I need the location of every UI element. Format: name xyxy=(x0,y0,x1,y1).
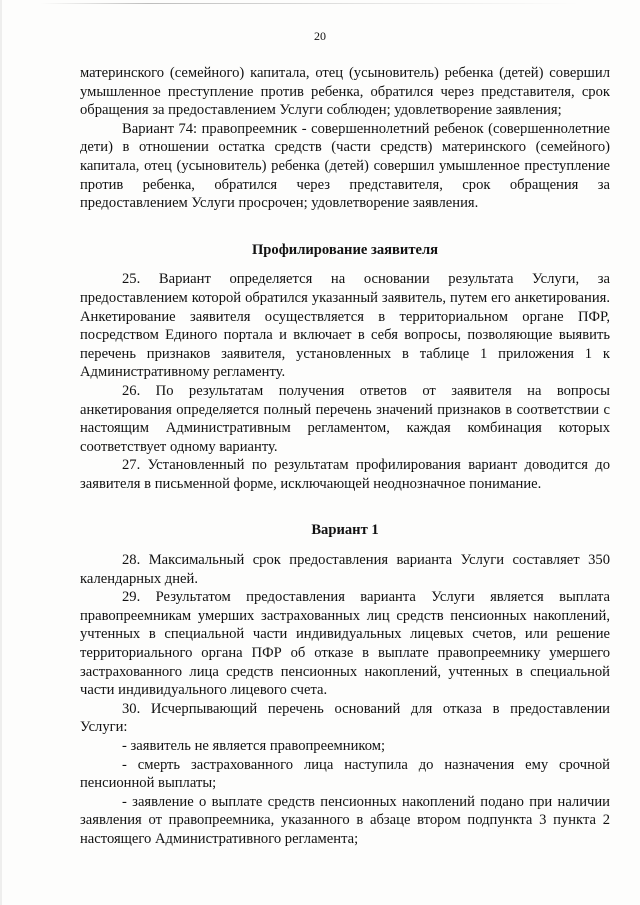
scan-edge-left xyxy=(0,0,2,905)
section-heading-profiling: Профилирование заявителя xyxy=(251,241,439,258)
paragraph-30: 30. Исчерпывающий перечень оснований для отказа в предоставлении Услуги: xyxy=(80,700,610,736)
intro-paragraph: материнского (семейного) капитала, отец (усыновитель) ребенка (детей) совершил умышленное преступление против ребенка, обратился через представителя, срок обращения за предоставлением Услуги соблюден; удовлетворение заявления; xyxy=(80,65,610,119)
paragraph-29: 29. Результатом предоставления варианта Услуги является выплата правопреемникам умерших застрахованных лиц средств пенсионных накоплений, учтенных в специальной части индивидуальных лицевых счетов, или решение территориального органа ПФР об отказе в выплате правопреемнику умершего застрахованного лица средств пенсионных накоплений, учтенных в специальной части индивидуального лицевого счета. xyxy=(80,589,610,699)
paragraph-28: 28. Максимальный срок предоставления варианта Услуги составляет 350 календарных дней. xyxy=(80,552,610,587)
document-body xyxy=(80,64,610,849)
variant-74-paragraph: Вариант 74: правопреемник - совершеннолетний ребенок (совершеннолетние дети) в отношении остатка средств (части средств) материнского (семейного) капитала, отец (усыновитель) ребенка (детей) совершил умышленное преступление против ребенка, обратился через представителя, срок обращения за предоставлением Услуги просрочен; удовлетворение заявления. xyxy=(80,120,610,212)
scan-edge-top xyxy=(40,3,580,4)
section-heading-variant-1: Вариант 1 xyxy=(311,522,379,539)
page-number: 20 xyxy=(314,29,326,43)
list-item-refusal-2: - смерть застрахованного лица наступила до назначения ему срочной пенсионной выплаты; xyxy=(80,756,610,792)
paragraph-27: 27. Установленный по результатам профилирования вариант доводится до заявителя в письменной форме, исключающей неоднозначное понимание. xyxy=(80,457,610,492)
list-item-refusal-1: - заявитель не является правопреемником; xyxy=(122,738,386,754)
list-item-refusal-3: - заявление о выплате средств пенсионных накоплений подано при наличии заявления от правопреемника, указанного в абзаце втором подпункта 3 пункта 2 настоящего Административного регламента; xyxy=(80,793,610,847)
paragraph-26: 26. По результатам получения ответов от заявителя на вопросы анкетирования определяется полный перечень значений признаков в соответствии с настоящим Административным регламентом, каждая комбинация которых соответствует одному варианту. xyxy=(80,382,610,455)
paragraph-25: 25. Вариант определяется на основании результата Услуги, за предоставлением которой обратился указанный заявитель, путем его анкетирования. Анкетирование заявителя осуществляется в территориальном органе ПФР, посредством Единого портала и включает в себя вопросы, позволяющие выявить перечень признаков заявителя, установленных в таблице 1 приложения 1 к Административному регламенту. xyxy=(80,271,610,381)
